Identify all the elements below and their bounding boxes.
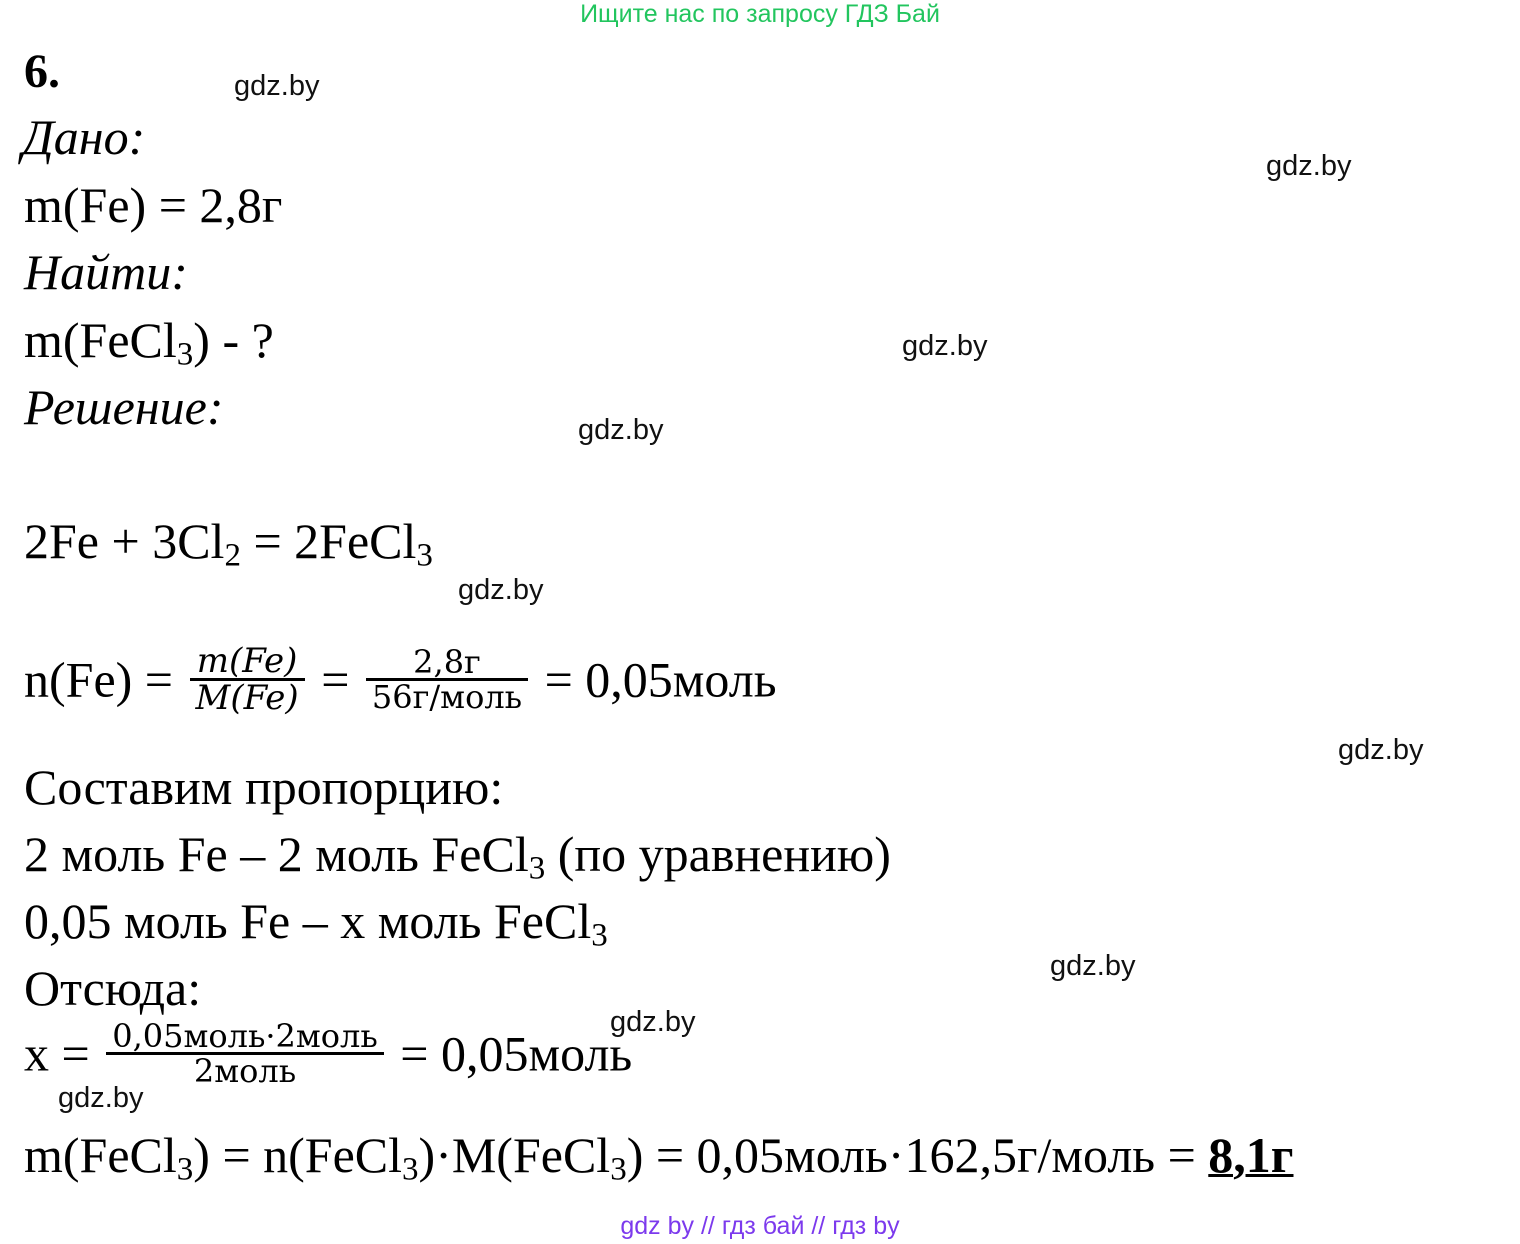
- proportion-line-1: 2 моль Fe – 2 моль FeCl$_3$ (по уравнению): [24, 826, 891, 887]
- watermark: gdz.by: [1266, 150, 1352, 182]
- proportion-label: Составим пропорцию:: [24, 759, 504, 815]
- x-formula: x = $\frac{\text{0,05моль·2моль}}{\text{2моль}}$ = 0,05моль: [24, 1017, 633, 1090]
- proportion-line-2: 0,05 моль Fe – x моль FeCl$_3$: [24, 893, 608, 954]
- given-label: Дано:: [22, 109, 146, 165]
- watermark: gdz.by: [58, 1082, 144, 1114]
- fraction-mass-over-molar: $\frac{m(Fe)}{M(Fe)}$: [190, 644, 305, 715]
- n-fe-formula: n(Fe) = $\frac{m(Fe)}{M(Fe)}$ = $\frac{2,8г}{\text{56г/моль}}$ = 0,05моль: [24, 641, 777, 718]
- task-number: 6.: [24, 45, 60, 98]
- footer-watermark: gdz by // гдз бай // гдз by: [620, 1212, 900, 1240]
- find-label: Найти:: [24, 244, 188, 300]
- watermark: gdz.by: [1050, 950, 1136, 982]
- watermark: gdz.by: [578, 414, 664, 446]
- header-search-hint: Ищите нас по запросу ГДЗ Бай: [580, 0, 940, 28]
- watermark: gdz.by: [902, 330, 988, 362]
- hence-label: Отсюда:: [24, 960, 202, 1016]
- watermark: gdz.by: [1338, 734, 1424, 766]
- watermark: gdz.by: [610, 1006, 696, 1038]
- final-answer: 8,1г: [1208, 1127, 1294, 1183]
- watermark: gdz.by: [234, 70, 320, 102]
- solution-label: Решение:: [24, 379, 224, 435]
- final-calculation: m(FeCl$_3$) = n(FeCl$_3$)·M(FeCl$_3$) = 0,05моль·162,5г/моль = 8,1г: [24, 1127, 1294, 1188]
- watermark: gdz.by: [458, 574, 544, 606]
- find-expression: m(FeCl$_3$) - ?: [24, 312, 274, 373]
- given-mass-fe: m(Fe) = 2,8г: [24, 177, 283, 233]
- fraction-values: $\frac{2,8г}{\text{56г/моль}}$: [366, 646, 528, 713]
- reaction-equation: $2Fe + 3Cl_2$ = 2FeCl$_3$: [24, 513, 433, 574]
- fraction-x: $\frac{\text{0,05моль·2моль}}{\text{2моль}}$: [106, 1020, 384, 1087]
